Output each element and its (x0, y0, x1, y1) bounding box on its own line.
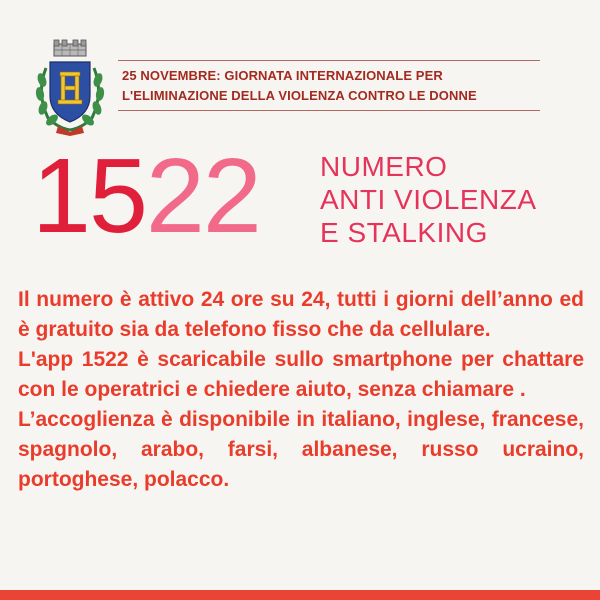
tagline-line-1: NUMERO (320, 151, 448, 182)
info-paragraph-availability: Il numero è attivo 24 ore su 24, tutti i giorni dell’anno ed è gratuito sia da telefono fisso che da cellulare. (18, 288, 584, 341)
bottom-accent-bar (0, 590, 600, 600)
header-top-rule (118, 60, 540, 61)
tagline-line-3: E STALKING (320, 217, 488, 248)
hotline-number-part-1: 15 (32, 137, 146, 255)
municipal-coat-of-arms-icon (32, 38, 108, 136)
header-bottom-rule (118, 110, 540, 111)
crown-icon (54, 40, 86, 56)
info-text (18, 285, 584, 495)
hotline-tagline (320, 150, 590, 249)
event-title-line-1: 25 NOVEMBRE: GIORNATA INTERNAZIONALE PER (122, 68, 443, 83)
tagline-line-2: ANTI VIOLENZA (320, 184, 537, 215)
hotline-number-part-2: 22 (145, 137, 260, 255)
info-paragraph-app: L'app 1522 è scaricabile sullo smartphone per chattare con le operatrici e chiedere aiuto, senza chiamare . (18, 348, 584, 401)
info-paragraph-languages: L’accoglienza è disponibile in italiano, inglese, francese, spagnolo, arabo, farsi, albanese, russo ucraino, portoghese, polacco. (18, 408, 584, 491)
hotline-number (32, 136, 260, 256)
event-title (122, 66, 542, 106)
event-title-line-2: L'ELIMINAZIONE DELLA VIOLENZA CONTRO LE DONNE (122, 88, 477, 103)
